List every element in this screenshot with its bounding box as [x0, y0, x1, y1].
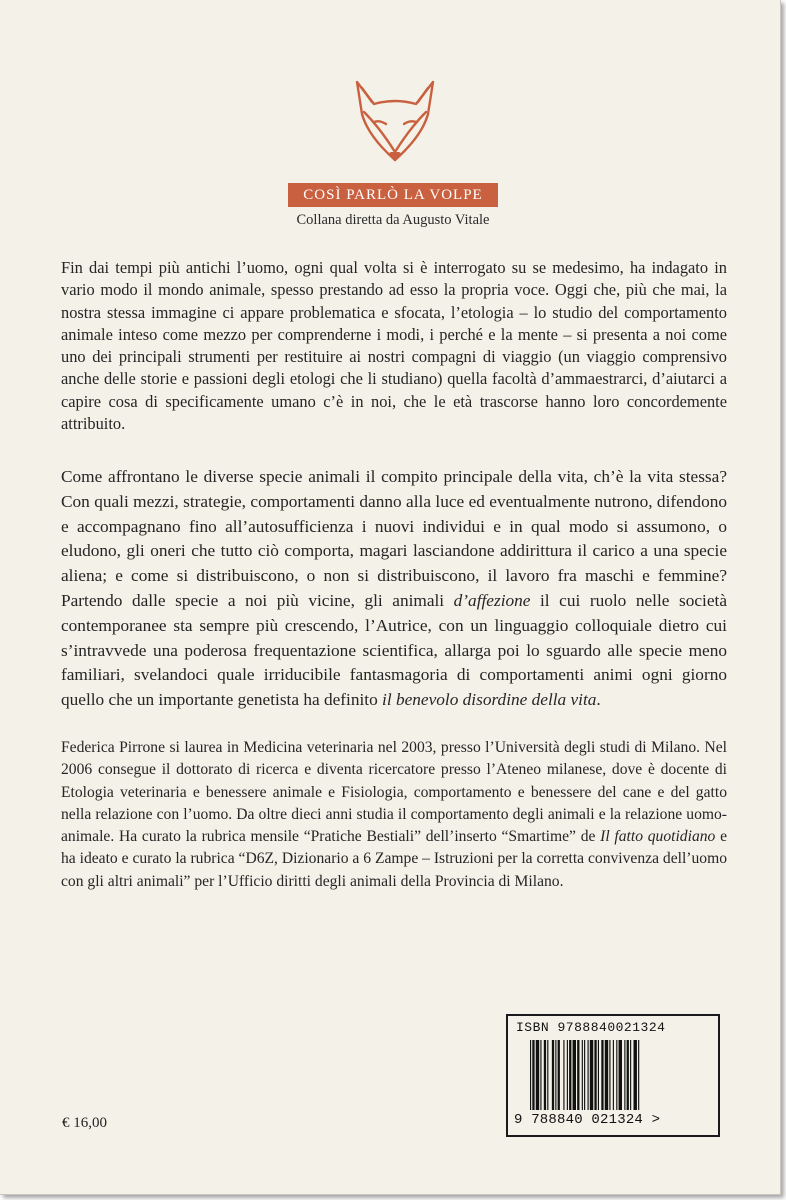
- barcode-bar: [590, 1040, 593, 1110]
- barcode-bar: [567, 1040, 568, 1110]
- barcode-bar: [563, 1040, 564, 1110]
- barcode-bar: [547, 1040, 548, 1110]
- barcode-bar: [540, 1040, 541, 1110]
- barcode-bar: [588, 1040, 589, 1110]
- barcode-bar: [634, 1040, 637, 1110]
- barcode-bar: [594, 1040, 596, 1110]
- author-bio-paragraph: [61, 737, 727, 893]
- paragraph-text: Fin dai tempi più antichi l’uomo, ogni qual volta si è interrogato su se medesimo, ha indagato in vario modo il mondo animale, spesso prestando ad esso la propria voce. Oggi che, più che mai, la nostra stessa immagine ci appare problematica e sfocata, l’etologia – lo studio del comportamento animale inteso come mezzo per comprenderne i modi, i perché e la mente – si presenta a noi come uno dei principali strumenti per restituire ai nostri compagni di viaggio (un viaggio comprensivo anche delle storie e passioni degli etologi che li studiano) quella facoltà d’ammaestrarci, d’aiutarci a capire cosa di specificamente umano c’è in noi, che le età trascorse hanno loro concordemente attribuito.: [61, 258, 727, 434]
- paragraph-segment: il cui ruolo nelle società contemporanee sta sempre più crescendo, l’Autrice, con un linguaggio colloquiale dietro cui s’intravvede una poderosa frequentazione scientifica, allarga poi lo sguardo alle specie meno familiari, svelandoci quale irriducibile fantasmagoria di comportamenti animi ogni giorno quello che un importante genetista ha definito: [61, 590, 727, 710]
- barcode-bar: [536, 1040, 539, 1110]
- paragraph-text: [61, 465, 727, 713]
- italic-phrase: d’affezione: [453, 590, 531, 610]
- barcode-bar: [598, 1040, 599, 1110]
- description-paragraph-1: [61, 257, 727, 435]
- barcode-bars: [530, 1040, 710, 1110]
- barcode-bar: [555, 1040, 556, 1110]
- barcode-bar: [619, 1040, 622, 1110]
- barcode-bar: [544, 1040, 546, 1110]
- barcode-bar: [582, 1040, 583, 1110]
- barcode-bar: [569, 1040, 571, 1110]
- description-paragraph-2: [61, 465, 727, 713]
- paragraph-segment: Federica Pirrone si laurea in Medicina veterinaria nel 2003, presso l’Università degli studi di Milano. Nel 2006 consegue il dottorato di ricerca e diventa ricercatore presso l’Ateneo milanese, dove è docente di Etologia veterinaria e benessere animale e Fisiologia, comportamento e benessere del cane e del gatto nella relazione con l’uomo. Da oltre dieci anni studia il comportamento degli animali e la relazione uomo-animale. Ha curato la rubrica mensile “Pratiche Bestiali” dell’inserto “Smartime” de: [61, 739, 727, 846]
- series-editor-line: Collana diretta da Augusto Vitale: [296, 212, 490, 228]
- barcode-bar: [605, 1040, 608, 1110]
- paragraph-text: [61, 737, 727, 893]
- fox-head-icon: [352, 78, 438, 166]
- barcode-bar: [609, 1040, 610, 1110]
- barcode-bar: [630, 1040, 631, 1110]
- barcode-bar: [624, 1040, 625, 1110]
- barcode-bar: [601, 1040, 603, 1110]
- barcode-bar: [584, 1040, 585, 1110]
- price: € 16,00: [62, 1115, 107, 1131]
- barcode-digits: 9 788840 021324 >: [514, 1112, 661, 1128]
- italic-phrase: Il fatto quotidiano: [600, 828, 716, 846]
- barcode-bar: [613, 1040, 614, 1110]
- barcode-bar: [627, 1040, 629, 1110]
- paragraph-segment: e ha ideato e curato la rubrica “D6Z, Dizionario a 6 Zampe – Istruzioni per la corretta convivenza dell’uomo con gli altri animali” per l’Ufficio diritti degli animali della Provincia di Milano.: [61, 828, 727, 890]
- barcode-bar: [532, 1040, 534, 1110]
- barcode-bar: [530, 1040, 531, 1110]
- paragraph-segment: Come affrontano le diverse specie animali il compito principale della vita, ch’è la vita stessa? Con quali mezzi, strategie, comportamenti danno alla luce ed eventualmente nutrono, difendono e accompagnano fino all’autosufficienza i nuovi individui e in qual modo si assumono, o eludono, gli oneri che tutto ciò comporta, magari lasciandone addirittura il carico a una specie aliena; e come si distribuiscono, o non si distribuiscono, il lavoro fra maschi e femmine? Partendo dalle specie a noi più vicine, gli animali: [61, 467, 727, 610]
- italic-phrase: il benevolo disordine della vita: [382, 690, 597, 710]
- series-title: COSÌ PARLÒ LA VOLPE: [288, 183, 498, 207]
- barcode-bar: [616, 1040, 617, 1110]
- barcode-bar: [558, 1040, 560, 1110]
- barcode-bar: [638, 1040, 639, 1110]
- isbn-label: ISBN 9788840021324: [516, 1020, 666, 1035]
- barcode-bar: [573, 1040, 576, 1110]
- isbn-barcode: [506, 1014, 720, 1137]
- barcode-bar: [552, 1040, 554, 1110]
- barcode-bar: [577, 1040, 579, 1110]
- paragraph-segment: .: [596, 690, 601, 710]
